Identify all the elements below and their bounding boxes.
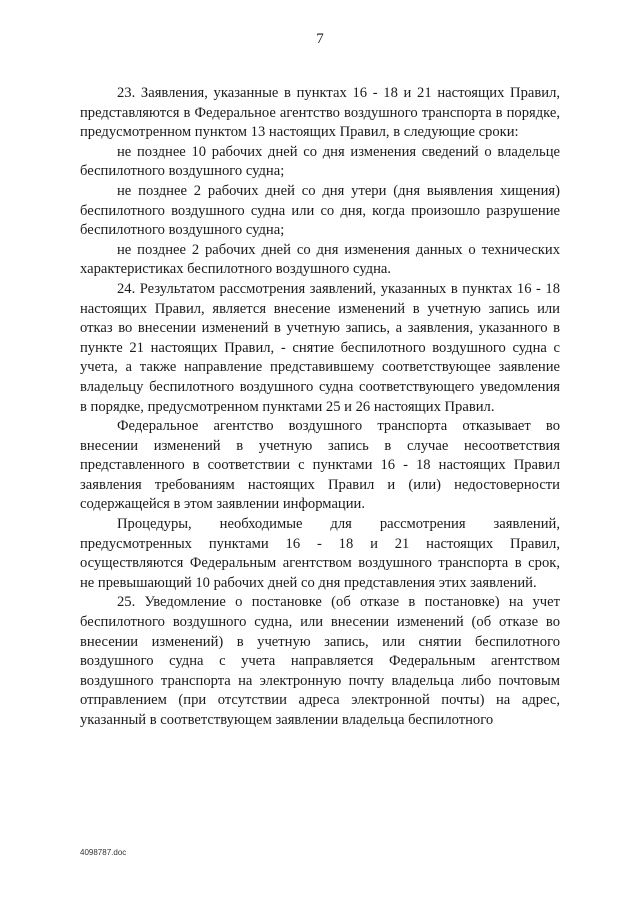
paragraph-23: 23. Заявления, указанные в пунктах 16 - 18 и 21 настоящих Правил, представляются в Федеральное агентство воздушного транспорта в порядке, предусмотренном пунктом 13 настоящих Правил, в следующие сроки: — [80, 85, 560, 141]
page-number: 7 — [316, 31, 324, 47]
paragraph-24-procedures: Процедуры, необходимые для рассмотрения заявлений, предусмотренных пунктами 16 - 18 и 21 настоящих Правил, осуществляются Федеральным агентством воздушного транспорта в срок, не превышающий 10 рабочих дней со дня представления этих заявлений. — [80, 516, 560, 591]
paragraph-23-term-3: не позднее 2 рабочих дней со дня изменения данных о технических характеристиках беспилотного воздушного судна. — [80, 241, 560, 278]
paragraph-23-term-2: не позднее 2 рабочих дней со дня утери (дня выявления хищения) беспилотного воздушного судна или со дня, когда произошло разрушение беспилотного воздушного судна; — [80, 182, 560, 239]
paragraph-24: 24. Результатом рассмотрения заявлений, указанных в пунктах 16 - 18 настоящих Правил, является внесение изменений в учетную запись или отказ во внесении изменений в учетную запись, а заявления, указанного в пункте 21 настоящих Правил, - снятие беспилотного воздушного судна с учета, а также направление представившему соответствующее заявление владельцу беспилотного воздушного судна соответствующего уведомления в порядке, предусмотренном пунктами 25 и 26 настоящих Правил. — [80, 280, 560, 415]
document-body — [80, 84, 560, 731]
paragraph-23-term-1: не позднее 10 рабочих дней со дня изменения сведений о владельце беспилотного воздушного судна; — [80, 143, 560, 180]
paragraph-25: 25. Уведомление о постановке (об отказе в постановке) на учет беспилотного воздушного судна, или внесении изменений (об отказе во внесении изменений) в учетную запись, или снятии беспилотного воздушного судна с учета направляется Федеральным агентством воздушного транспорта на электронную почту владельца либо почтовым отправлением (при отсутствии адреса электронной почты) на адрес, указанный в соответствующем заявлении владельца беспилотного — [80, 594, 560, 728]
footer-file-name: 4098787.doc — [80, 848, 127, 857]
paragraph-24-refusal: Федеральное агентство воздушного транспорта отказывает во внесении изменений в учетную запись в случае несоответствия представленного в соответствии с пунктами 16 - 18 настоящих Правил заявления требованиям настоящих Правил и (или) недостоверности содержащейся в этом заявлении информации. — [80, 418, 560, 513]
